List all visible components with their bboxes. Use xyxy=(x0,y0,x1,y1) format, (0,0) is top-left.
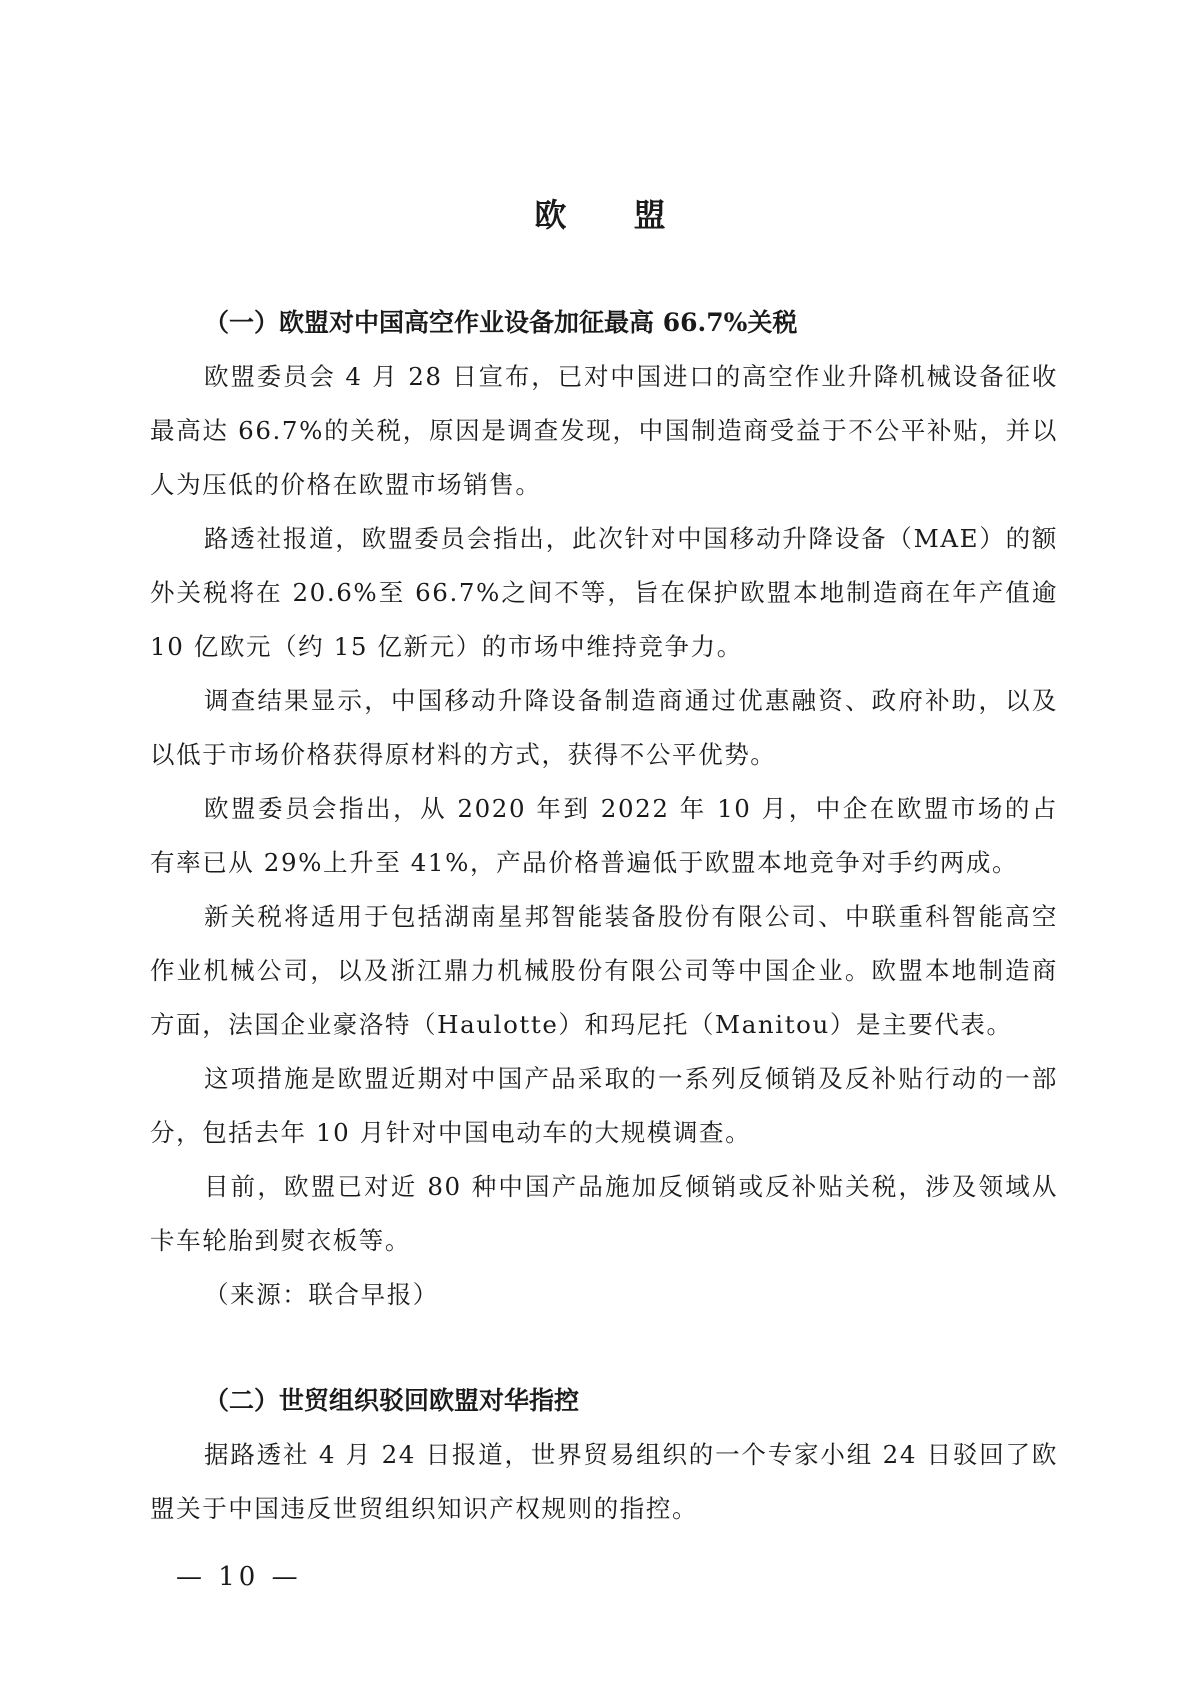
page-number: — 10 — xyxy=(176,1562,302,1592)
page-title: 欧 盟 xyxy=(534,196,694,234)
section-1-paragraph-3: 调查结果显示，中国移动升降设备制造商通过优惠融资、政府补助，以及以低于市场价格获得原材料的方式，获得不公平优势。 xyxy=(150,686,1058,769)
document-body xyxy=(150,296,1058,1536)
section-1-paragraph-1: 欧盟委员会 4 月 28 日宣布，已对中国进口的高空作业升降机械设备征收最高达 66.7%的关税，原因是调查发现，中国制造商受益于不公平补贴，并以人为压低的价格在欧盟市场销售。 xyxy=(150,362,1058,499)
section-1-paragraph-4: 欧盟委员会指出，从 2020 年到 2022 年 10 月，中企在欧盟市场的占有率已从 29%上升至 41%，产品价格普遍低于欧盟本地竞争对手约两成。 xyxy=(150,794,1058,877)
section-1-source: （来源：联合早报） xyxy=(204,1280,439,1309)
section-1-paragraph-7: 目前，欧盟已对近 80 种中国产品施加反倾销或反补贴关税，涉及领域从卡车轮胎到熨衣板等。 xyxy=(150,1172,1058,1255)
section-1-heading: （一）欧盟对中国高空作业设备加征最高 66.7%关税 xyxy=(204,308,798,337)
section-spacer xyxy=(150,1322,1058,1374)
section-1-paragraph-5: 新关税将适用于包括湖南星邦智能装备股份有限公司、中联重科智能高空作业机械公司，以及浙江鼎力机械股份有限公司等中国企业。欧盟本地制造商方面，法国企业豪洛特（Haulotte）和玛尼托（Manitou）是主要代表。 xyxy=(150,902,1058,1039)
section-1-paragraph-6: 这项措施是欧盟近期对中国产品采取的一系列反倾销及反补贴行动的一部分，包括去年 10 月针对中国电动车的大规模调查。 xyxy=(150,1064,1058,1147)
section-1-paragraph-2: 路透社报道，欧盟委员会指出，此次针对中国移动升降设备（MAE）的额外关税将在 20.6%至 66.7%之间不等，旨在保护欧盟本地制造商在年产值逾 10 亿欧元（约 15 亿新元）的市场中维持竞争力。 xyxy=(150,524,1058,661)
section-2-paragraph-1: 据路透社 4 月 24 日报道，世界贸易组织的一个专家小组 24 日驳回了欧盟关于中国违反世贸组织知识产权规则的指控。 xyxy=(150,1440,1058,1523)
section-2-heading: （二）世贸组织驳回欧盟对华指控 xyxy=(204,1386,580,1415)
